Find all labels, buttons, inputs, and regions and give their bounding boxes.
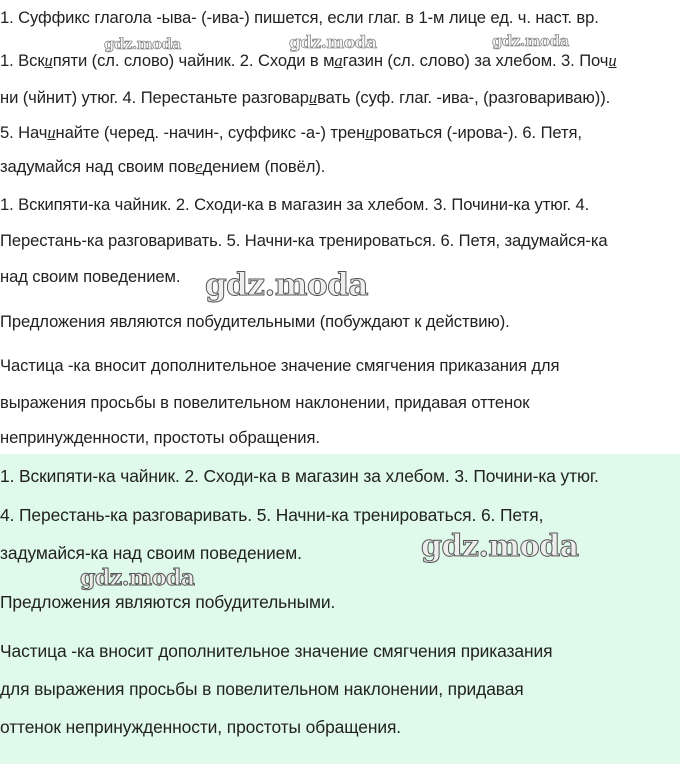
spelling-vowel: и [47,123,56,142]
spelling-vowel: и [44,51,53,70]
alt-answer-line-5: Частица -ка вносит дополнительное значение смягчения приказания [0,641,553,661]
watermark-logo: gdz.moda [80,565,195,591]
answer-line-3: 5. Начинайте (черед. -начин-, суффикс -а-) тренироваться (-ирова-). 6. Петя, [0,123,582,142]
answer-line-4: задумайся над своим поведением (повёл). [0,157,326,176]
answer-line-1: 1. Вскипяти (сл. слово) чайник. 2. Сходи в магазин (сл. слово) за хлебом. 3. Почи [0,51,617,70]
watermark-logo: gdz.moda [492,32,569,50]
answer-line-11: непринужденности, простоты обращения. [0,428,320,447]
answer-line-6: Перестань-ка разговаривать. 5. Начни-ка тренироваться. 6. Петя, задумайся-ка [0,231,608,250]
watermark-logo: gdz.moda [421,529,579,564]
alt-answer-line-2: 4. Перестань-ка разговаривать. 5. Начни-ка тренироваться. 6. Петя, [0,505,544,525]
answer-line-8: Предложения являются побудительными (побуждают к действию). [0,312,510,331]
spelling-vowel: и [308,88,318,107]
rule-text: 1. Суффикс глагола -ыва- (-ива-) пишется, если глаг. в 1-м лице ед. ч. наст. вр. [0,8,599,27]
spelling-vowel: а [334,51,343,70]
answer-line-5: 1. Вскипяти-ка чайник. 2. Сходи-ка в магазин за хлебом. 3. Почини-ка утюг. 4. [0,195,590,214]
answer-line-10: выражения просьбы в повелительном наклонении, придавая оттенок [0,393,530,412]
spelling-vowel: и [365,123,374,142]
watermark-logo: gdz.moda [205,267,368,303]
alt-answer-line-7: оттенок непринужденности, простоты обращения. [0,717,401,737]
alt-answer-line-4: Предложения являются побудительными. [0,592,336,612]
alt-answer-line-6: для выражения просьбы в повелительном наклонении, придавая [0,679,524,699]
answer-line-2: ни (чйнит) утюг. 4. Перестаньте разговаривать (суф. глаг. -ива-, (разговариваю)). [0,88,611,107]
spelling-vowel: е [195,157,203,176]
watermark-logo: gdz.moda [104,35,181,53]
answer-line-9: Частица -ка вносит дополнительное значение смягчения приказания для [0,356,560,375]
alt-answer-line-1: 1. Вскипяти-ка чайник. 2. Сходи-ка в магазин за хлебом. 3. Почини-ка утюг. [0,466,599,486]
watermark-logo: gdz.moda [289,33,377,53]
answer-line-7: над своим поведением. [0,267,181,286]
spelling-vowel: и [608,51,617,70]
alt-answer-line-3: задумайся-ка над своим поведением. [0,543,302,563]
